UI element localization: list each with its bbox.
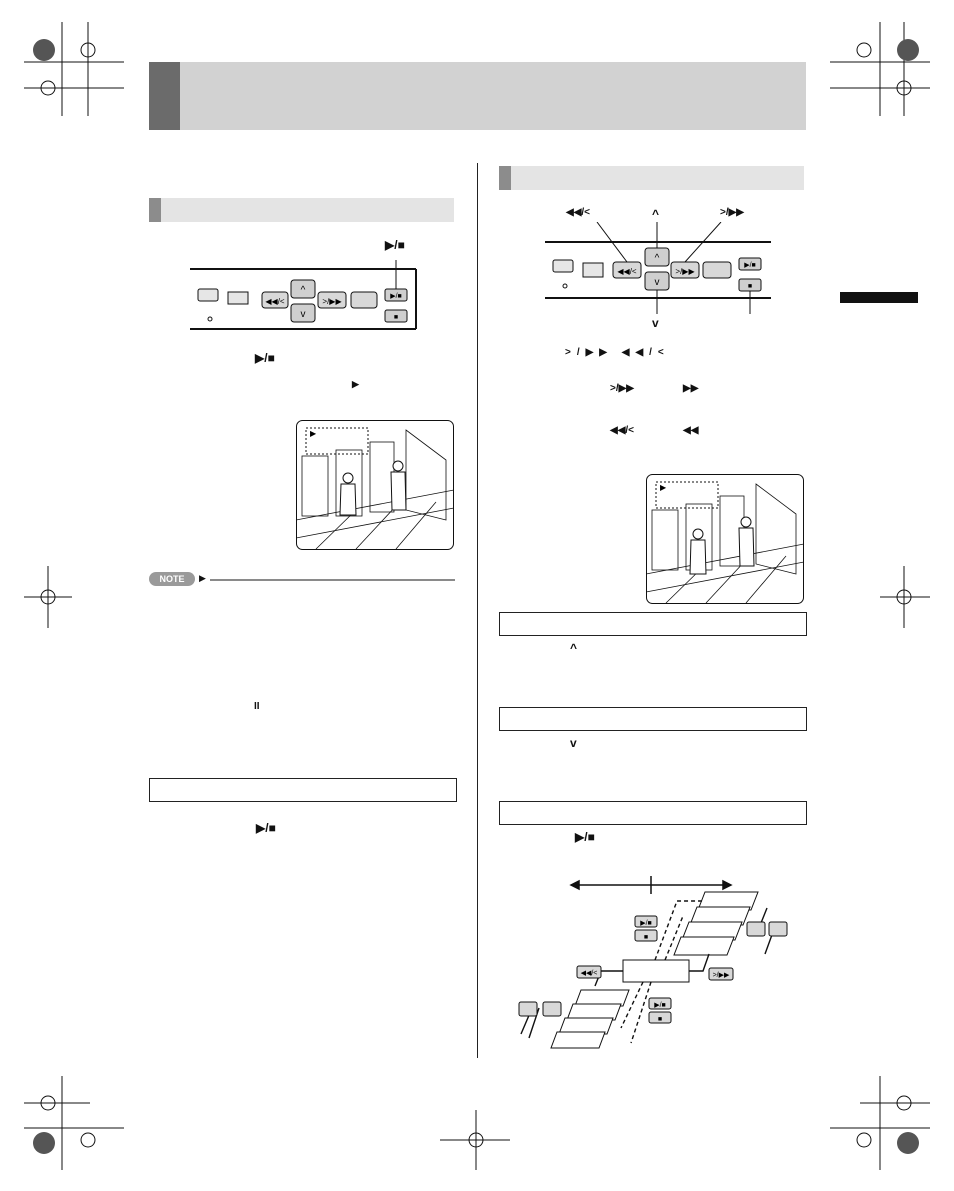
svg-text:v: v [300, 309, 306, 320]
forward-callout: >/▶▶ [720, 207, 744, 218]
svg-text:■: ■ [393, 314, 399, 321]
play-stop-callout-label: ▶/■ [385, 238, 405, 252]
right-box2-button: v [570, 736, 577, 750]
svg-text:▶/■: ▶/■ [744, 262, 756, 269]
svg-text:▶/■: ▶/■ [640, 920, 652, 927]
note-rule [210, 579, 455, 581]
right-box2 [499, 707, 807, 731]
down-callout: v [652, 316, 659, 330]
playback-screen-illustration [296, 420, 454, 550]
svg-text:◀◀/<: ◀◀/< [617, 267, 637, 276]
right-box1-button: ^ [570, 641, 578, 655]
svg-text:■: ■ [643, 934, 649, 941]
note-badge: NOTE [149, 572, 195, 586]
pause-symbol: II [254, 701, 260, 712]
playback-screen-illustration-right [646, 474, 804, 604]
playback-flow-diagram [505, 868, 805, 1063]
svg-text:>/▶▶: >/▶▶ [322, 297, 342, 306]
svg-text:v: v [654, 277, 660, 288]
rewind-callout: ◀◀/< [566, 207, 590, 218]
svg-text:◀◀/<: ◀◀/< [265, 297, 285, 306]
left-section-heading [149, 198, 454, 222]
svg-text:▶/■: ▶/■ [654, 1002, 666, 1009]
svg-text:■: ■ [657, 1016, 663, 1023]
svg-text:▶: ▶ [310, 429, 317, 438]
svg-text:^: ^ [654, 253, 660, 264]
column-divider [477, 163, 478, 1058]
right-box3-button: ▶/■ [575, 830, 595, 844]
note-arrow: ▶ [199, 573, 206, 583]
svg-text:^: ^ [300, 285, 306, 296]
svg-text:>/▶▶: >/▶▶ [712, 972, 730, 979]
svg-text:◀◀/<: ◀◀/< [580, 970, 598, 977]
chapter-header-tab [149, 62, 180, 130]
rewind-row-button: ◀◀/< [610, 425, 634, 436]
chapter-header [149, 62, 806, 130]
step2-button-glyph: ▶/■ [256, 821, 276, 835]
step1-button-glyph: ▶/■ [255, 351, 275, 365]
forward-row-button: >/▶▶ [610, 383, 634, 394]
step-buttons-glyphs: >/▶▶ ◀◀/< [565, 347, 670, 358]
rewind-row-symbol: ◀◀ [683, 425, 699, 436]
svg-text:■: ■ [747, 283, 753, 290]
front-panel-controller [190, 260, 418, 334]
front-panel-controller-right [545, 222, 773, 332]
svg-text:▶/■: ▶/■ [390, 293, 402, 300]
right-section-heading [499, 166, 804, 190]
right-box3 [499, 801, 807, 825]
left-boxed-heading [149, 778, 457, 802]
svg-text:>/▶▶: >/▶▶ [675, 267, 695, 276]
playback-indicator-glyph: ▶ [352, 379, 359, 389]
left-section-heading-tab [149, 198, 161, 222]
up-callout: ^ [652, 207, 660, 221]
svg-text:▶: ▶ [660, 483, 667, 492]
forward-row-symbol: ▶▶ [683, 383, 699, 394]
right-box1 [499, 612, 807, 636]
right-section-heading-tab [499, 166, 511, 190]
side-index-tab [840, 292, 918, 303]
